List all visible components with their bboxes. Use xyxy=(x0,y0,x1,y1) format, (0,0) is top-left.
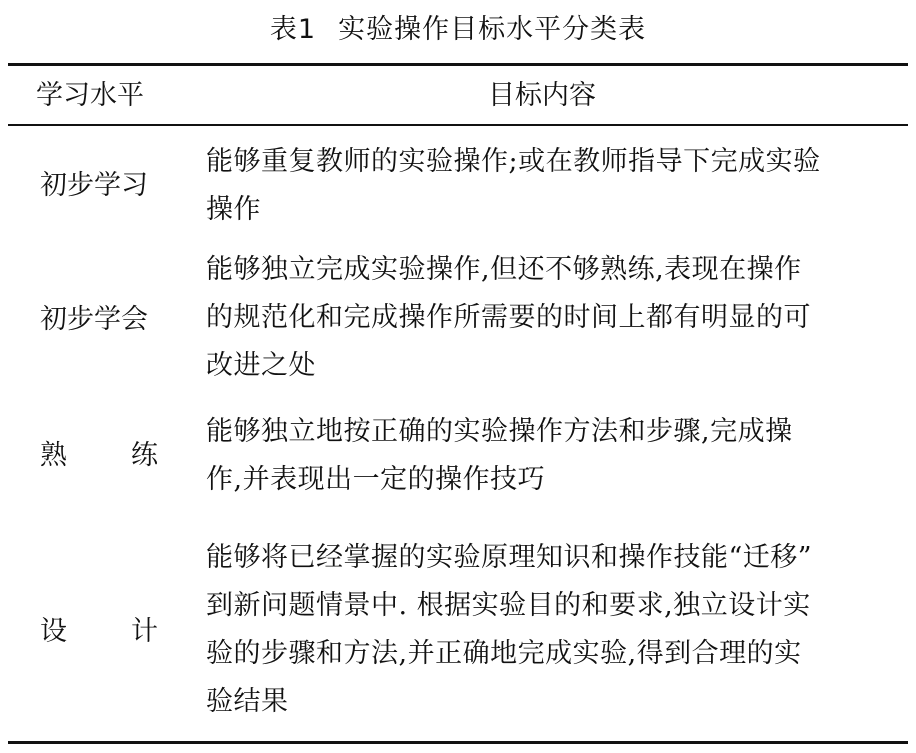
content-line: 验结果 xyxy=(206,686,289,717)
level-cell xyxy=(40,612,158,652)
content-cell xyxy=(206,138,886,234)
table-bottom-rule xyxy=(8,741,908,744)
table-caption xyxy=(0,10,916,50)
table-number: 表1 xyxy=(269,14,317,45)
level-char: 计 xyxy=(131,616,158,647)
table-header-rule xyxy=(8,124,908,126)
level-cell: 初步学习 xyxy=(40,170,148,201)
content-line: 能够独立地按正确的实验操作方法和步骤,完成操 xyxy=(206,416,793,447)
content-line: 能够重复教师的实验操作;或在教师指导下完成实验 xyxy=(206,146,821,177)
column-header-content: 目标内容 xyxy=(488,80,596,111)
content-cell xyxy=(206,246,886,390)
content-line: 的规范化和完成操作所需要的时间上都有明显的可 xyxy=(206,302,811,333)
content-line: 操作 xyxy=(206,194,261,225)
content-line: 能够将已经掌握的实验原理知识和操作技能“迁移” xyxy=(206,542,813,573)
table-top-rule xyxy=(8,63,908,66)
content-line: 到新问题情景中. 根据实验目的和要求,独立设计实 xyxy=(206,590,811,621)
level-char: 熟 xyxy=(40,440,67,471)
level-char: 练 xyxy=(131,440,158,471)
table-title: 实验操作目标水平分类表 xyxy=(338,14,647,45)
level-cell: 初步学会 xyxy=(40,304,148,335)
level-cell xyxy=(40,436,158,476)
content-line: 能够独立完成实验操作,但还不够熟练,表现在操作 xyxy=(206,254,802,285)
content-line: 改进之处 xyxy=(206,350,316,381)
content-cell xyxy=(206,534,886,726)
column-header-level: 学习水平 xyxy=(36,80,144,111)
level-char: 设 xyxy=(40,616,67,647)
content-line: 作,并表现出一定的操作技巧 xyxy=(206,464,546,495)
content-line: 验的步骤和方法,并正确地完成实验,得到合理的实 xyxy=(206,638,802,669)
content-cell xyxy=(206,408,886,504)
